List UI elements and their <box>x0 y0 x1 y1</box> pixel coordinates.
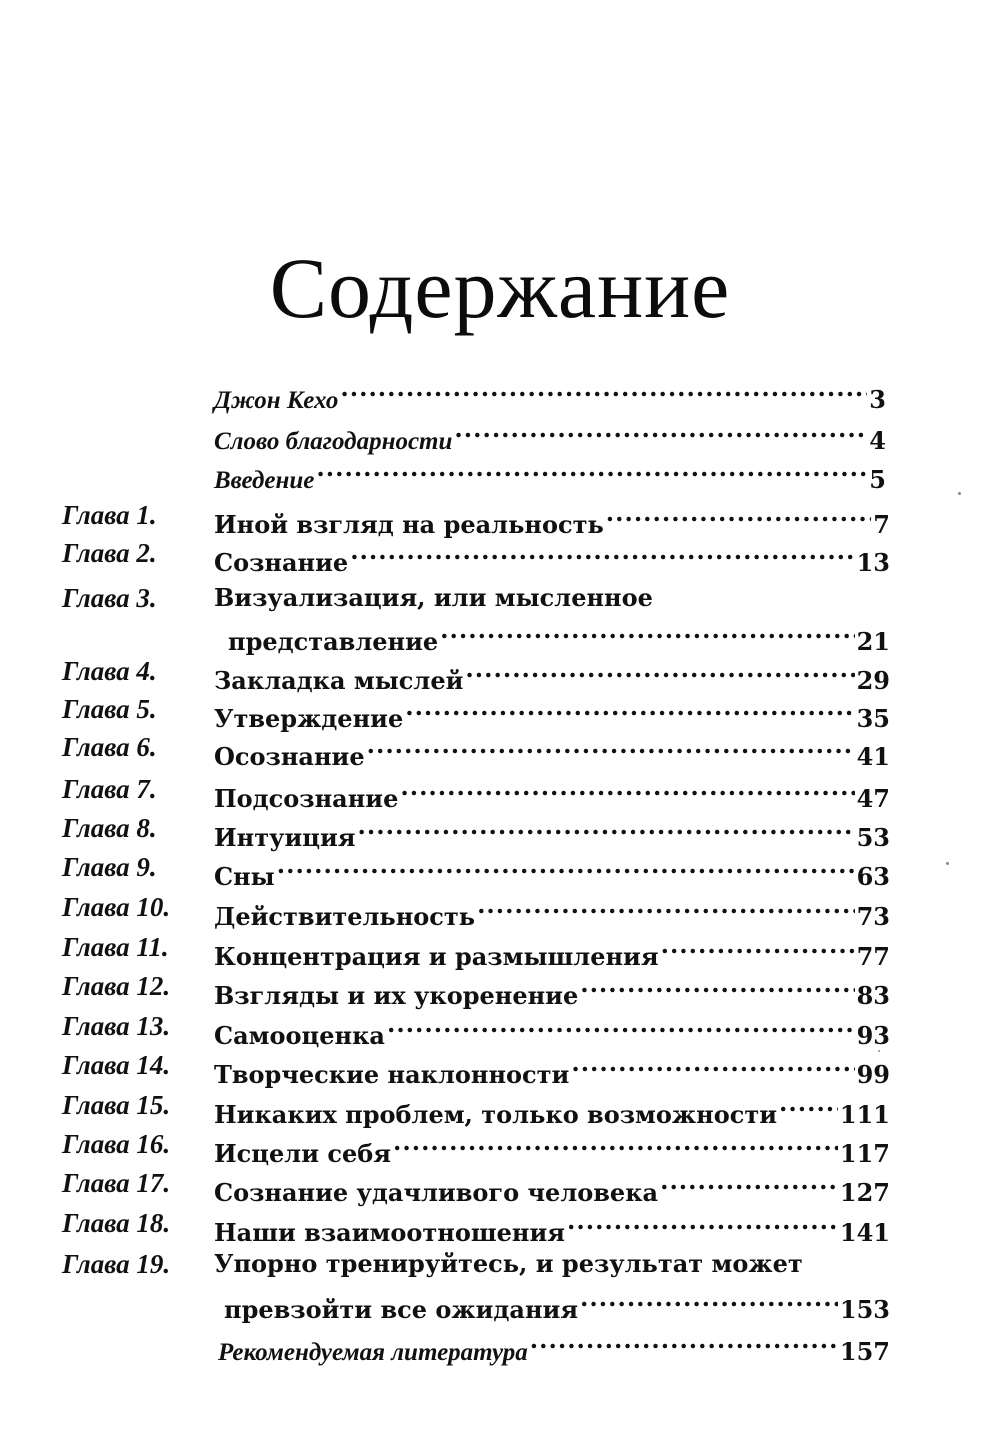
toc-entry-chapter[interactable] <box>0 691 1000 733</box>
toc-page-number: 3 <box>869 385 886 414</box>
toc-entry-label: Подсознание <box>214 784 399 813</box>
toc-entry-label-line1: Упорно тренируйтесь, и результат может <box>214 1249 803 1278</box>
toc-page-number: 83 <box>856 981 890 1010</box>
chapter-number: Глава 8. <box>62 813 157 843</box>
toc-entry-chapter[interactable] <box>0 1126 1000 1168</box>
toc-entry-chapter[interactable] <box>0 1246 1000 1324</box>
toc-page-number: 29 <box>856 666 890 695</box>
toc-entry-chapter[interactable] <box>0 497 1000 539</box>
toc-entry-chapter[interactable] <box>0 1047 1000 1089</box>
chapter-number: Глава 14. <box>62 1050 171 1080</box>
leader-dots <box>316 452 867 488</box>
toc-entry-label: Взгляды и их укоренение <box>214 981 579 1010</box>
chapter-number: Глава 4. <box>62 656 157 686</box>
toc-page-number: 73 <box>856 902 890 931</box>
toc-entry-label: Исцели себя <box>214 1139 391 1168</box>
chapter-number: Глава 13. <box>62 1011 171 1041</box>
leader-dots <box>367 729 855 765</box>
chapter-number: Глава 9. <box>62 852 157 882</box>
toc-entry-chapter[interactable] <box>0 1165 1000 1207</box>
chapter-number: Глава 7. <box>62 774 157 804</box>
chapter-number: Глава 18. <box>62 1208 171 1238</box>
toc-entry-front[interactable] <box>0 413 1000 455</box>
toc-entry-chapter[interactable] <box>0 889 1000 931</box>
toc-entry-label: Рекомендуемая литература <box>218 1339 528 1366</box>
toc-page-number: 93 <box>856 1021 890 1050</box>
toc-entry-front[interactable] <box>0 452 1000 494</box>
toc-entry-chapter[interactable] <box>0 729 1000 771</box>
toc-entry-chapter[interactable] <box>0 1087 1000 1129</box>
chapter-number: Глава 10. <box>62 892 171 922</box>
leader-dots <box>393 1126 838 1162</box>
toc-entry-label: Концентрация и размышления <box>214 942 659 971</box>
toc-entry-label: Осознание <box>214 742 365 771</box>
toc-entry-label: Сознание <box>214 548 349 577</box>
chapter-number: Глава 19. <box>62 1249 171 1279</box>
toc-entry-chapter[interactable] <box>0 1008 1000 1050</box>
leader-dots <box>571 1047 854 1083</box>
chapter-number: Глава 12. <box>62 971 171 1001</box>
leader-dots <box>465 653 854 689</box>
chapter-number: Глава 2. <box>62 538 157 568</box>
leader-dots <box>440 614 854 650</box>
toc-entry-label: превзойти все ожидания <box>224 1295 579 1324</box>
chapter-number: Глава 16. <box>62 1129 171 1159</box>
chapter-number: Глава 3. <box>62 583 157 613</box>
toc-entry-chapter[interactable] <box>0 653 1000 695</box>
toc-page-number: 111 <box>839 1100 890 1129</box>
toc-entry-chapter[interactable] <box>0 580 1000 656</box>
toc-entry-label: Творческие наклонности <box>214 1060 570 1089</box>
toc-page-number: 5 <box>869 465 886 494</box>
toc-entry-chapter[interactable] <box>0 1205 1000 1247</box>
toc-page-number: 77 <box>856 942 890 971</box>
toc-entry-chapter[interactable] <box>0 535 1000 577</box>
toc-page-number: 117 <box>839 1139 890 1168</box>
toc-entry-label: Никаких проблем, только возможности <box>214 1100 778 1129</box>
toc-entry-chapter[interactable] <box>0 771 1000 813</box>
leader-dots <box>454 413 867 449</box>
leader-dots <box>567 1205 838 1241</box>
leader-dots <box>405 691 854 727</box>
chapter-number: Глава 6. <box>62 732 157 762</box>
toc-entry-chapter[interactable] <box>0 810 1000 852</box>
toc-entry-chapter[interactable] <box>0 929 1000 971</box>
leader-dots <box>400 771 854 807</box>
chapter-number: Глава 5. <box>62 694 157 724</box>
toc-entry-back[interactable] <box>0 1324 1000 1366</box>
toc-page-number: 157 <box>839 1337 890 1366</box>
toc-page-number: 4 <box>869 426 886 455</box>
toc-page-number: 153 <box>839 1295 890 1324</box>
toc-entry-label: Слово благодарности <box>214 428 453 455</box>
leader-dots <box>277 849 855 885</box>
toc-entry-label: Интуиция <box>214 823 356 852</box>
toc-page-number: 63 <box>856 862 890 891</box>
toc-entry-label: Наши взаимоотношения <box>214 1218 565 1247</box>
paper-speck <box>878 1050 880 1052</box>
toc-entry-front[interactable] <box>0 372 1000 414</box>
leader-dots <box>580 968 854 1004</box>
toc-page-number: 47 <box>856 784 890 813</box>
toc-entry-label: Введение <box>214 467 315 494</box>
toc-page-number: 141 <box>839 1218 890 1247</box>
toc-page-number: 127 <box>839 1178 890 1207</box>
toc-entry-label: Иной взгляд на реальность <box>214 510 604 539</box>
paper-speck <box>946 862 949 865</box>
toc-entry-chapter[interactable] <box>0 849 1000 891</box>
toc-entry-label: Утверждение <box>214 704 404 733</box>
toc-entry-label-line1: Визуализация, или мысленное <box>214 583 653 612</box>
paper-speck <box>958 492 961 495</box>
chapter-number: Глава 15. <box>62 1090 171 1120</box>
toc-page-number: 53 <box>856 823 890 852</box>
toc-entry-label: Сознание удачливого человека <box>214 1178 659 1207</box>
leader-dots <box>580 1282 838 1318</box>
leader-dots <box>661 929 855 965</box>
leader-dots <box>387 1008 855 1044</box>
toc-entry-label: Джон Кехо <box>214 387 339 414</box>
toc-entry-label: Действительность <box>214 902 476 931</box>
chapter-number: Глава 17. <box>62 1168 171 1198</box>
toc-entry-label: представление <box>228 627 439 656</box>
toc-page-number: 99 <box>856 1060 890 1089</box>
leader-dots <box>606 497 872 533</box>
chapter-number: Глава 11. <box>62 932 169 962</box>
leader-dots <box>477 889 855 925</box>
toc-page-number: 13 <box>856 548 890 577</box>
leader-dots <box>660 1165 838 1201</box>
leader-dots <box>358 810 855 846</box>
toc-entry-chapter[interactable] <box>0 968 1000 1010</box>
toc-page-number: 7 <box>873 510 890 539</box>
leader-dots <box>350 535 854 571</box>
leader-dots <box>779 1087 838 1123</box>
toc-page-number: 21 <box>856 627 890 656</box>
leader-dots <box>530 1324 838 1360</box>
toc-entry-label: Закладка мыслей <box>214 666 464 695</box>
leader-dots <box>340 372 867 408</box>
page-title: Содержание <box>269 240 731 336</box>
toc-page-number: 41 <box>856 742 890 771</box>
chapter-number: Глава 1. <box>62 500 157 530</box>
toc-entry-label: Самооценка <box>214 1021 385 1050</box>
toc-entry-label: Сны <box>214 862 275 891</box>
toc-page-number: 35 <box>856 704 890 733</box>
